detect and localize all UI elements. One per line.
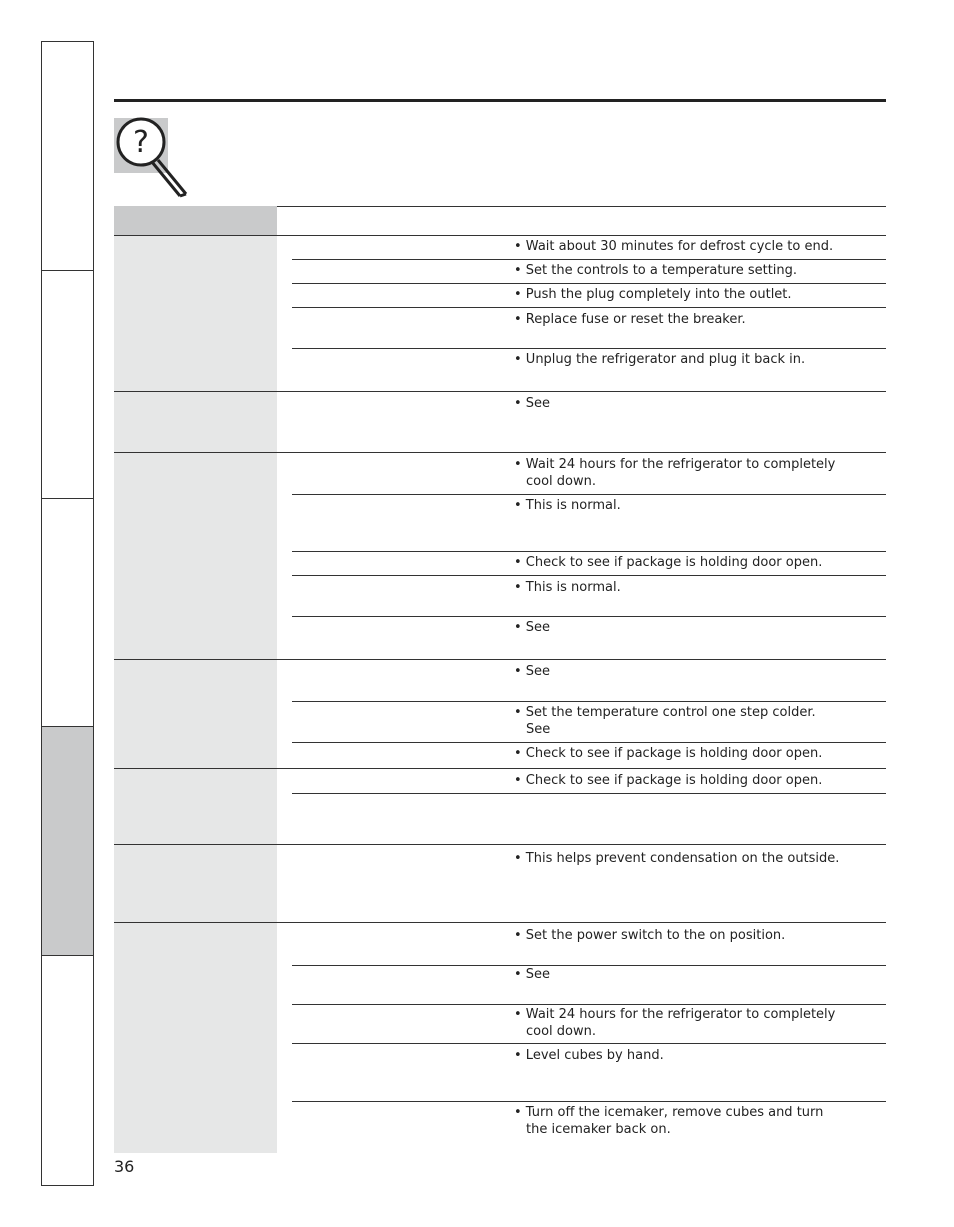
- row-divider: [292, 551, 886, 552]
- solution-text: • Set the controls to a temperature setting.: [514, 263, 798, 278]
- solution-text: • See: [514, 967, 551, 982]
- group-divider: [114, 922, 886, 923]
- solution-text: • Check to see if package is holding door open.: [514, 773, 823, 788]
- solution-text: • Level cubes by hand.: [514, 1048, 664, 1063]
- group-divider: [114, 844, 886, 845]
- solution-text: • See: [514, 620, 551, 635]
- row-divider: [292, 283, 886, 284]
- solution-text: • Check to see if package is holding door open.: [514, 555, 823, 570]
- problem-cell-5: [114, 769, 277, 844]
- header-problem-cell: [114, 206, 277, 236]
- row-divider: [292, 348, 886, 349]
- problem-cell-7: [114, 923, 277, 1153]
- svg-text:?: ?: [133, 125, 149, 160]
- solution-text: • This is normal.: [514, 580, 621, 595]
- solution-text: • Check to see if package is holding door open.: [514, 746, 823, 761]
- solution-text: • Set the temperature control one step colder. See: [514, 705, 816, 737]
- row-divider: [292, 1043, 886, 1044]
- solution-text: • Wait 24 hours for the refrigerator to completely cool down.: [514, 457, 836, 489]
- side-tab-troubleshooting[interactable]: [41, 726, 94, 956]
- problem-cell-6: [114, 845, 277, 922]
- group-divider: [114, 768, 886, 769]
- solution-text: • Unplug the refrigerator and plug it back in.: [514, 352, 806, 367]
- header-top-line: [277, 206, 886, 207]
- row-divider: [292, 1004, 886, 1005]
- side-tab-5[interactable]: [41, 955, 94, 1186]
- problem-cell-3: [114, 453, 277, 659]
- row-divider: [292, 259, 886, 260]
- solution-text: • This is normal.: [514, 498, 621, 513]
- side-tab-2[interactable]: [41, 270, 94, 499]
- solution-text: • Turn off the icemaker, remove cubes and turn the icemaker back on.: [514, 1105, 824, 1137]
- page-number: 36: [114, 1157, 135, 1176]
- solution-text: • Push the plug completely into the outlet.: [514, 287, 792, 302]
- top-rule: [114, 99, 886, 102]
- row-divider: [292, 1101, 886, 1102]
- solution-text: • See: [514, 396, 551, 411]
- solution-text: • Set the power switch to the on position.: [514, 928, 786, 943]
- row-divider: [292, 742, 886, 743]
- solution-text: • See: [514, 664, 551, 679]
- group-divider: [114, 452, 886, 453]
- problem-cell-2: [114, 392, 277, 452]
- side-tab-3[interactable]: [41, 498, 94, 727]
- row-divider: [292, 575, 886, 576]
- row-divider: [292, 793, 886, 794]
- group-divider: [114, 391, 886, 392]
- row-divider: [292, 307, 886, 308]
- group-divider: [114, 659, 886, 660]
- solution-text: • Wait about 30 minutes for defrost cycle to end.: [514, 239, 834, 254]
- problem-cell-1: [114, 236, 277, 391]
- row-divider: [292, 701, 886, 702]
- solution-text: • Replace fuse or reset the breaker.: [514, 312, 746, 327]
- table-header: [114, 206, 886, 236]
- row-divider: [292, 494, 886, 495]
- solution-text: • This helps prevent condensation on the outside.: [514, 851, 840, 866]
- solution-text: • Wait 24 hours for the refrigerator to completely cool down.: [514, 1007, 836, 1039]
- question-magnifier-icon: [114, 116, 194, 202]
- problem-cell-4: [114, 660, 277, 768]
- row-divider: [292, 616, 886, 617]
- side-tab-1[interactable]: [41, 41, 94, 271]
